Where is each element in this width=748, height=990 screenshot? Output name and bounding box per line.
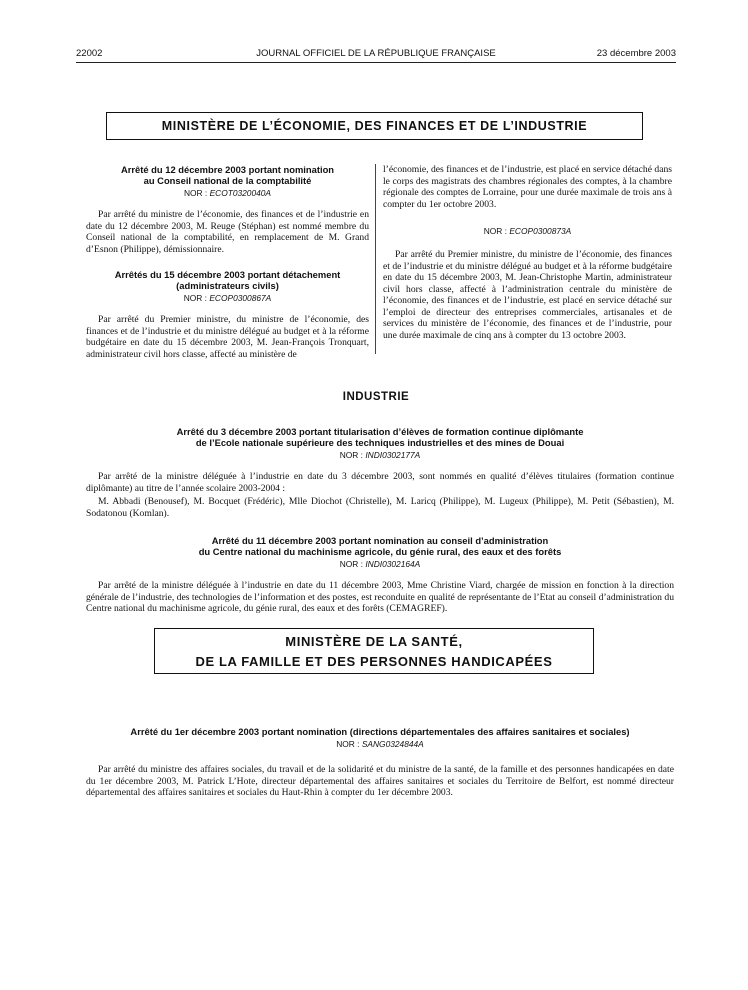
decree-title (86, 426, 674, 448)
decree-body: Par arrêté du Premier ministre, du ministre de l’économie, des finances et de l’industrie et du ministre délégué au budget et à la réforme budgétaire en date du 15 décembre 2003, M. Jean-François Tronquart, administrateur civil hors classe, affecté au ministère de (86, 314, 369, 360)
nor-reference (383, 226, 672, 237)
decree-title (86, 269, 369, 291)
decree-title-line: (administrateurs civils) (176, 280, 279, 291)
decree-body: Par arrêté du Premier ministre, du ministre de l’économie, des finances et de l’industrie et du ministre délégué au budget et à la réforme budgétaire en date du 15 décembre 2003, M. Jean-Christophe Martin, administrateur civil hors classe, affecté à l’administration centrale du ministère de l’économie, des finances et de l’industrie, est placé en service détaché sur l’emploi de directeur des entreprises commerciales, artisanales et de services du ministère de l’économie, des finances et de l’industrie, pour une durée maximale de cinq ans à compter du 13 octobre 2003. (383, 249, 672, 341)
nor-label: NOR : (183, 293, 207, 303)
decree-title-line: du Centre national du machinisme agricole, du génie rural, des eaux et des forêts (198, 546, 562, 557)
section-heading-industrie: INDUSTRIE (342, 391, 410, 403)
header-rule (76, 62, 676, 63)
decree-title-line: au Conseil national de la comptabilité (143, 175, 312, 186)
decree-title-line: Arrêté du 3 décembre 2003 portant titularisation d’élèves de formation continue diplômante (176, 426, 584, 437)
ministry-sante-heading (154, 628, 594, 674)
decree-body: Par arrêté de la ministre déléguée à l’industrie en date du 11 décembre 2003, Mme Christine Viard, chargée de mission en fonction à la direction générale de l’industrie, des technologies de l’information et des postes, est reconduite en qualité de représentante de l’Etat au conseil d’administration du Centre national du machinisme agricole, du génie rural, des eaux et des forêts (CEMAGREF). (86, 580, 674, 614)
ministry-heading-line: DE LA FAMILLE ET DES PERSONNES HANDICAPÉES (195, 654, 553, 669)
nor-reference (86, 293, 369, 304)
right-column (383, 164, 672, 341)
decree-title-line: Arrêté du 11 décembre 2003 portant nomination au conseil d’administration (211, 535, 549, 546)
decree-body-continuation: l’économie, des finances et de l’industrie, est placé en service détaché dans le corps des magistrats des chambres régionales des comptes, à la chambre régionale des comptes de Lorraine, pour une durée maximale de trois ans à compter du 1er octobre 2003. (383, 164, 672, 210)
nor-code: ECOP0300867A (209, 293, 272, 303)
issue-date: 23 décembre 2003 (596, 48, 676, 59)
nor-label: NOR : (339, 559, 363, 569)
industrie-decree-1 (86, 426, 674, 519)
nor-label: NOR : (336, 739, 360, 749)
page-number: 22002 (76, 48, 103, 59)
ministry-heading-line: MINISTÈRE DE LA SANTÉ, (285, 634, 463, 649)
nor-code: ECOT0320040A (209, 188, 272, 198)
decree-title: Arrêté du 1er décembre 2003 portant nomination (directions départementales des affaires sanitaires et sociales) (130, 726, 630, 737)
decree-title (86, 535, 674, 557)
nor-code: INDI0302164A (365, 559, 421, 569)
decree-title-line: Arrêté du 12 décembre 2003 portant nomination (120, 164, 335, 175)
left-column (86, 164, 369, 360)
decree-body: Par arrêté de la ministre déléguée à l’industrie en date du 3 décembre 2003, sont nommés en qualité d’élèves titulaires (formation continue diplômante) au titre de l’année scolaire 2003-2004 : (86, 471, 674, 494)
nor-reference (86, 559, 674, 570)
sante-decree (86, 726, 674, 799)
decree-title-line: Arrêtés du 15 décembre 2003 portant détachement (114, 269, 341, 280)
decree-body: Par arrêté du ministre des affaires sociales, du travail et de la solidarité et du ministre de la santé, de la famille et des personnes handicapées en date du 1er décembre 2003, M. Patrick L’Hote, directeur départemental des affaires sanitaires et sociales du Territoire de Belfort, est nommé directeur départemental des affaires sanitaires et sociales du Haut-Rhin à compter du 1er décembre 2003. (86, 764, 674, 798)
nor-reference (86, 739, 674, 750)
nor-label: NOR : (483, 226, 507, 236)
nor-code: ECOP0300873A (509, 226, 572, 236)
ministry-economie-heading: MINISTÈRE DE L’ÉCONOMIE, DES FINANCES ET DE L’INDUSTRIE (106, 112, 643, 140)
nor-label: NOR : (339, 450, 363, 460)
journal-title: JOURNAL OFFICIEL DE LA RÉPUBLIQUE FRANÇAISE (256, 48, 496, 59)
nor-reference (86, 188, 369, 199)
nor-code: SANG0324844A (361, 739, 424, 749)
decree-title (86, 164, 369, 186)
nor-reference (86, 450, 674, 461)
nor-code: INDI0302177A (365, 450, 421, 460)
decree-body: Par arrêté du ministre de l’économie, des finances et de l’industrie en date du 12 décembre 2003, M. Reuge (Stéphan) est nommé membre du Conseil national de la comptabilité, en remplacement de M. Grand d’Esnon (Philippe), démissionnaire. (86, 209, 369, 255)
nor-label: NOR : (183, 188, 208, 198)
column-divider (375, 164, 376, 354)
decree-body: M. Abbadi (Benousef), M. Bocquet (Frédéric), Mlle Diochot (Christelle), M. Laricq (Philippe), M. Lugeux (Philippe), M. Petit (Sébastien), M. Sodatonou (Komlan). (86, 496, 674, 519)
decree-title-line: de l’Ecole nationale supérieure des techniques industrielles et des mines de Douai (195, 437, 565, 448)
industrie-decree-2 (86, 535, 674, 615)
